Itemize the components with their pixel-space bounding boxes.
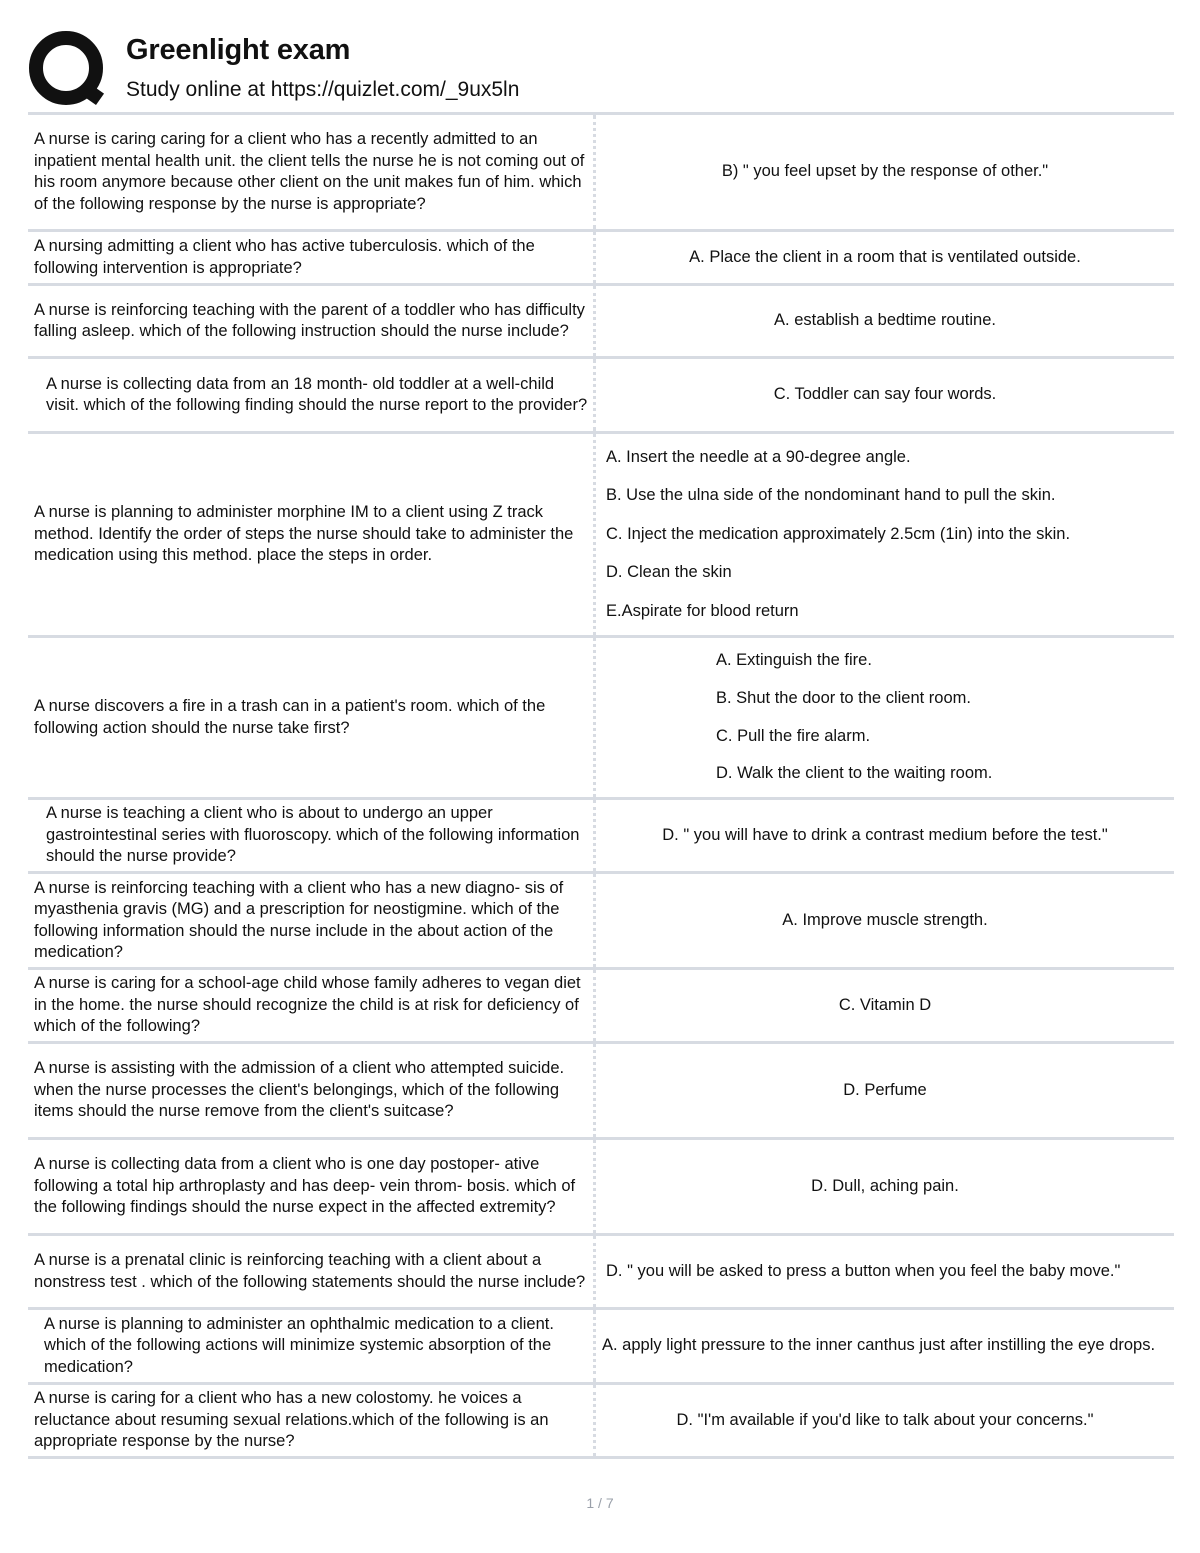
answer-text: B) " you feel upset by the response of other." — [721, 162, 1049, 181]
answer-option: B. Shut the door to the client room. — [716, 688, 971, 707]
card-question: A nurse is a prenatal clinic is reinforcing teaching with a client about a nonstress test . which of the following statements should the nurse include? — [28, 1236, 596, 1307]
answer-text: A. Place the client in a room that is ventilated outside. — [689, 247, 1081, 266]
card-question: A nurse is planning to administer morphine IM to a client using Z track method. Identify the order of steps the nurse should take to administer the medication using this method. place the steps in order. — [28, 434, 596, 635]
card-answer — [596, 1236, 1174, 1307]
card-question: A nurse is planning to administer an ophthalmic medication to a client. which of the following actions will minimize systemic absorption of the medication? — [28, 1310, 596, 1382]
card-answer — [596, 359, 1174, 431]
answer-option: B. Use the ulna side of the nondominant hand to pull the skin. — [606, 486, 1056, 505]
card-question: A nurse is collecting data from a client who is one day postoper- ative following a total hip arthroplasty and has deep- vein throm- bosis. which of the following findings should the nurse expect in the affected extremity? — [28, 1140, 596, 1233]
answer-text: D. Perfume — [843, 1080, 927, 1099]
answer-text: D. " you will have to drink a contrast medium before the test." — [662, 825, 1108, 844]
card-question: A nursing admitting a client who has active tuberculosis. which of the following intervention is appropriate? — [28, 232, 596, 283]
answer-option: A. Insert the needle at a 90-degree angle. — [606, 447, 911, 466]
answer-option: C. Inject the medication approximately 2.5cm (1in) into the skin. — [606, 524, 1071, 543]
answer-text: C. Toddler can say four words. — [773, 385, 997, 404]
card-answer — [596, 970, 1174, 1041]
document-header — [28, 28, 1174, 112]
card-row — [28, 1044, 1174, 1140]
card-question: A nurse is caring caring for a client who has a recently admitted to an inpatient mental health unit. the client tells the nurse he is not coming out of his room anymore because other client on the unit makes fun of him. which of the following response by the nurse is appropriate? — [28, 115, 596, 229]
flashcard-table — [28, 112, 1174, 1459]
answer-text: A. establish a bedtime routine. — [774, 311, 996, 330]
card-answer — [596, 1140, 1174, 1233]
card-answer — [596, 1385, 1174, 1456]
study-link-text: Study online at https://quizlet.com/_9ux5ln — [126, 78, 520, 101]
card-answer — [596, 800, 1174, 871]
card-row — [28, 434, 1174, 638]
card-question: A nurse is collecting data from an 18 month- old toddler at a well-child visit. which of the following finding should the nurse report to the provider? — [28, 359, 596, 431]
answer-option: A. Extinguish the fire. — [716, 651, 872, 670]
answer-text: D. "I'm available if you'd like to talk about your concerns." — [676, 1410, 1094, 1429]
card-answer — [596, 638, 1174, 797]
card-row — [28, 800, 1174, 874]
card-question: A nurse is caring for a school-age child whose family adheres to vegan diet in the home. the nurse should recognize the child is at risk for deficiency of which of the following? — [28, 970, 596, 1041]
card-row — [28, 970, 1174, 1044]
card-answer — [596, 874, 1174, 967]
card-question: A nurse is reinforcing teaching with a client who has a new diagno- sis of myasthenia gravis (MG) and a prescription for neostigmine. which of the following information should the nurse include in the about action of the medication? — [28, 874, 596, 967]
card-row — [28, 1236, 1174, 1310]
answer-option: D. Walk the client to the waiting room. — [716, 764, 993, 783]
card-answer — [596, 1310, 1174, 1382]
answer-text: D. Dull, aching pain. — [811, 1176, 959, 1195]
card-row — [28, 638, 1174, 800]
card-row — [28, 232, 1174, 286]
card-question: A nurse is assisting with the admission of a client who attempted suicide. when the nurse processes the client's belongings, which of the following items should the nurse remove from the client's suitcase? — [28, 1044, 596, 1137]
answer-text: A. apply light pressure to the inner canthus just after instilling the eye drops. — [602, 1336, 1156, 1355]
quizlet-logo-icon — [28, 30, 108, 110]
card-answer — [596, 286, 1174, 356]
card-row — [28, 359, 1174, 434]
card-row — [28, 1385, 1174, 1459]
card-row — [28, 1140, 1174, 1236]
answer-option: E.Aspirate for blood return — [606, 601, 799, 620]
card-answer — [596, 1044, 1174, 1137]
card-answer — [596, 115, 1174, 229]
answer-text: D. " you will be asked to press a button when you feel the baby move." — [606, 1261, 1121, 1280]
answer-text: C. Vitamin D — [838, 995, 932, 1014]
answer-option: C. Pull the fire alarm. — [716, 726, 871, 745]
card-row — [28, 286, 1174, 359]
card-question: A nurse is caring for a client who has a new colostomy. he voices a reluctance about resuming sexual relations.which of the following is an appropriate response by the nurse? — [28, 1385, 596, 1456]
card-answer — [596, 434, 1174, 635]
page-title: Greenlight exam — [126, 34, 351, 66]
card-row — [28, 874, 1174, 970]
card-question: A nurse is reinforcing teaching with the parent of a toddler who has difficulty falling asleep. which of the following instruction should the nurse include? — [28, 286, 596, 356]
answer-text: A. Improve muscle strength. — [782, 910, 988, 929]
page-number: 1 / 7 — [586, 1495, 614, 1511]
card-row — [28, 115, 1174, 232]
card-answer — [596, 232, 1174, 283]
card-question: A nurse is teaching a client who is about to undergo an upper gastrointestinal series with fluoroscopy. which of the following information should the nurse provide? — [28, 800, 596, 871]
answer-option: D. Clean the skin — [606, 563, 732, 582]
card-question: A nurse discovers a fire in a trash can in a patient's room. which of the following action should the nurse take first? — [28, 638, 596, 797]
card-row — [28, 1310, 1174, 1385]
